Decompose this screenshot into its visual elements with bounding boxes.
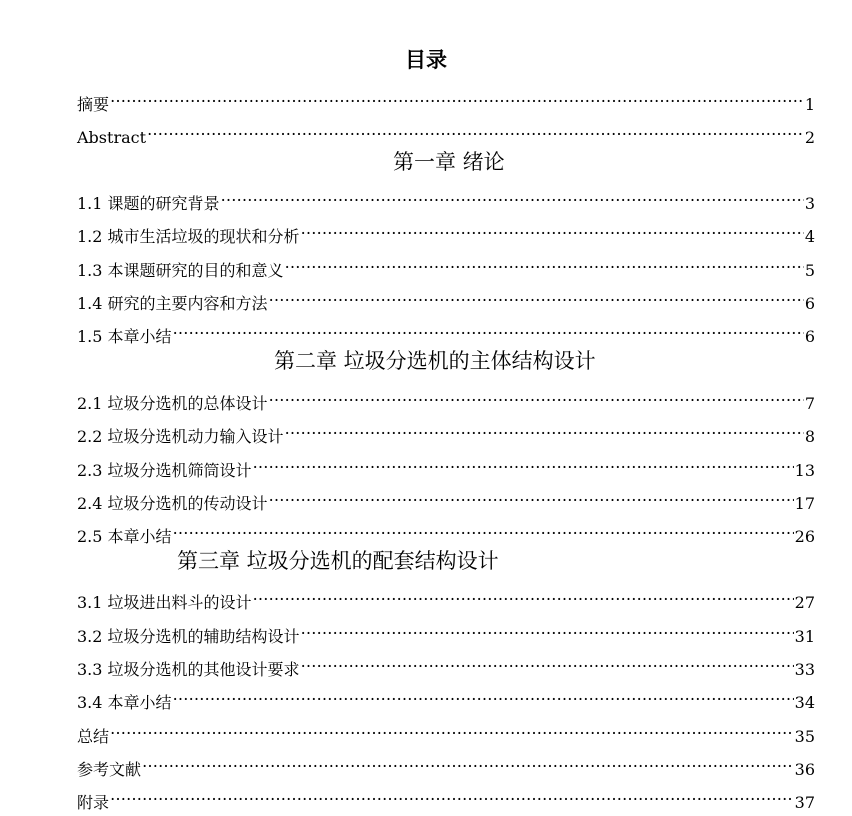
chapter-3-heading: 第三章 垃圾分选机的配套结构设计 (177, 549, 499, 573)
entry-page-number: 26 (794, 527, 815, 546)
entry-page-number: 31 (794, 627, 815, 646)
entry-label: 1.4 研究的主要内容和方法 (77, 294, 268, 313)
entry-label: 3.3 垃圾分选机的其他设计要求 (77, 660, 300, 679)
entry-label: 3.2 垃圾分选机的辅助结构设计 (77, 627, 300, 646)
entry-label: 1.2 城市生活垃圾的现状和分析 (77, 227, 300, 246)
toc-entry[interactable] (77, 616, 815, 646)
dot-leader (301, 616, 794, 642)
entry-label: 摘要 (77, 95, 110, 114)
dot-leader (269, 383, 804, 409)
entry-label: 参考文献 (77, 760, 142, 779)
toc-entry[interactable] (77, 450, 815, 480)
dot-leader (269, 483, 794, 509)
entry-label: 3.1 垃圾进出料斗的设计 (77, 593, 252, 612)
dot-leader (301, 649, 794, 675)
entry-label: Abstract (77, 128, 147, 147)
entry-page-number: 36 (794, 760, 815, 779)
toc-entry-summary[interactable] (77, 716, 815, 746)
dot-leader (221, 183, 804, 209)
entry-label: 1.3 本课题研究的目的和意义 (77, 261, 284, 280)
entry-page-number: 4 (804, 227, 815, 246)
entry-page-number: 6 (804, 294, 815, 313)
dot-leader (253, 582, 794, 608)
entry-label: 2.3 垃圾分选机筛筒设计 (77, 461, 252, 480)
entry-page-number: 3 (804, 194, 815, 213)
entry-page-number: 7 (804, 394, 815, 413)
entry-page-number: 37 (794, 793, 815, 812)
entry-page-number: 6 (804, 327, 815, 346)
toc-entry[interactable] (77, 250, 815, 280)
toc-entry[interactable] (77, 416, 815, 446)
entry-label: 附录 (77, 793, 110, 812)
toc-entry[interactable] (77, 283, 815, 313)
toc-entry[interactable] (77, 383, 815, 413)
toc-entry[interactable] (77, 649, 815, 679)
dot-leader (142, 749, 794, 775)
entry-page-number: 34 (794, 693, 815, 712)
dot-leader (253, 450, 794, 476)
toc-entry-abstract-en[interactable] (77, 117, 815, 147)
entry-label: 1.1 课题的研究背景 (77, 194, 220, 213)
toc-entry[interactable] (77, 582, 815, 612)
entry-label: 总结 (77, 727, 110, 746)
entry-label: 1.5 本章小结 (77, 327, 172, 346)
dot-leader (110, 782, 794, 808)
entry-label: 2.2 垃圾分选机动力输入设计 (77, 427, 284, 446)
entry-page-number: 35 (794, 727, 815, 746)
dot-leader (269, 283, 804, 309)
entry-page-number: 13 (794, 461, 815, 480)
toc-entry[interactable] (77, 682, 815, 712)
entry-page-number: 33 (794, 660, 815, 679)
toc-entry-appendix[interactable] (77, 782, 815, 812)
dot-leader (173, 316, 804, 342)
toc-entry-references[interactable] (77, 749, 815, 779)
entry-page-number: 8 (804, 427, 815, 446)
toc-entry[interactable] (77, 316, 815, 346)
dot-leader (285, 250, 804, 276)
entry-page-number: 1 (804, 95, 815, 114)
dot-leader (173, 516, 794, 542)
entry-page-number: 17 (794, 494, 815, 513)
entry-page-number: 27 (794, 593, 815, 612)
toc-entry-abstract-cn[interactable] (77, 84, 815, 114)
entry-label: 2.1 垃圾分选机的总体设计 (77, 394, 268, 413)
toc-entry[interactable] (77, 216, 815, 246)
entry-label: 2.4 垃圾分选机的传动设计 (77, 494, 268, 513)
toc-entry[interactable] (77, 516, 815, 546)
toc-entry[interactable] (77, 483, 815, 513)
entry-label: 2.5 本章小结 (77, 527, 172, 546)
dot-leader (110, 716, 794, 742)
entry-page-number: 5 (804, 261, 815, 280)
dot-leader (147, 117, 804, 143)
chapter-1-heading: 第一章 绪论 (393, 150, 505, 174)
dot-leader (110, 84, 804, 110)
toc-entry[interactable] (77, 183, 815, 213)
entry-page-number: 2 (804, 128, 815, 147)
dot-leader (285, 416, 804, 442)
dot-leader (173, 682, 794, 708)
toc-title: 目录 (405, 48, 447, 72)
dot-leader (301, 216, 804, 242)
chapter-2-heading: 第二章 垃圾分选机的主体结构设计 (274, 349, 596, 373)
entry-label: 3.4 本章小结 (77, 693, 172, 712)
